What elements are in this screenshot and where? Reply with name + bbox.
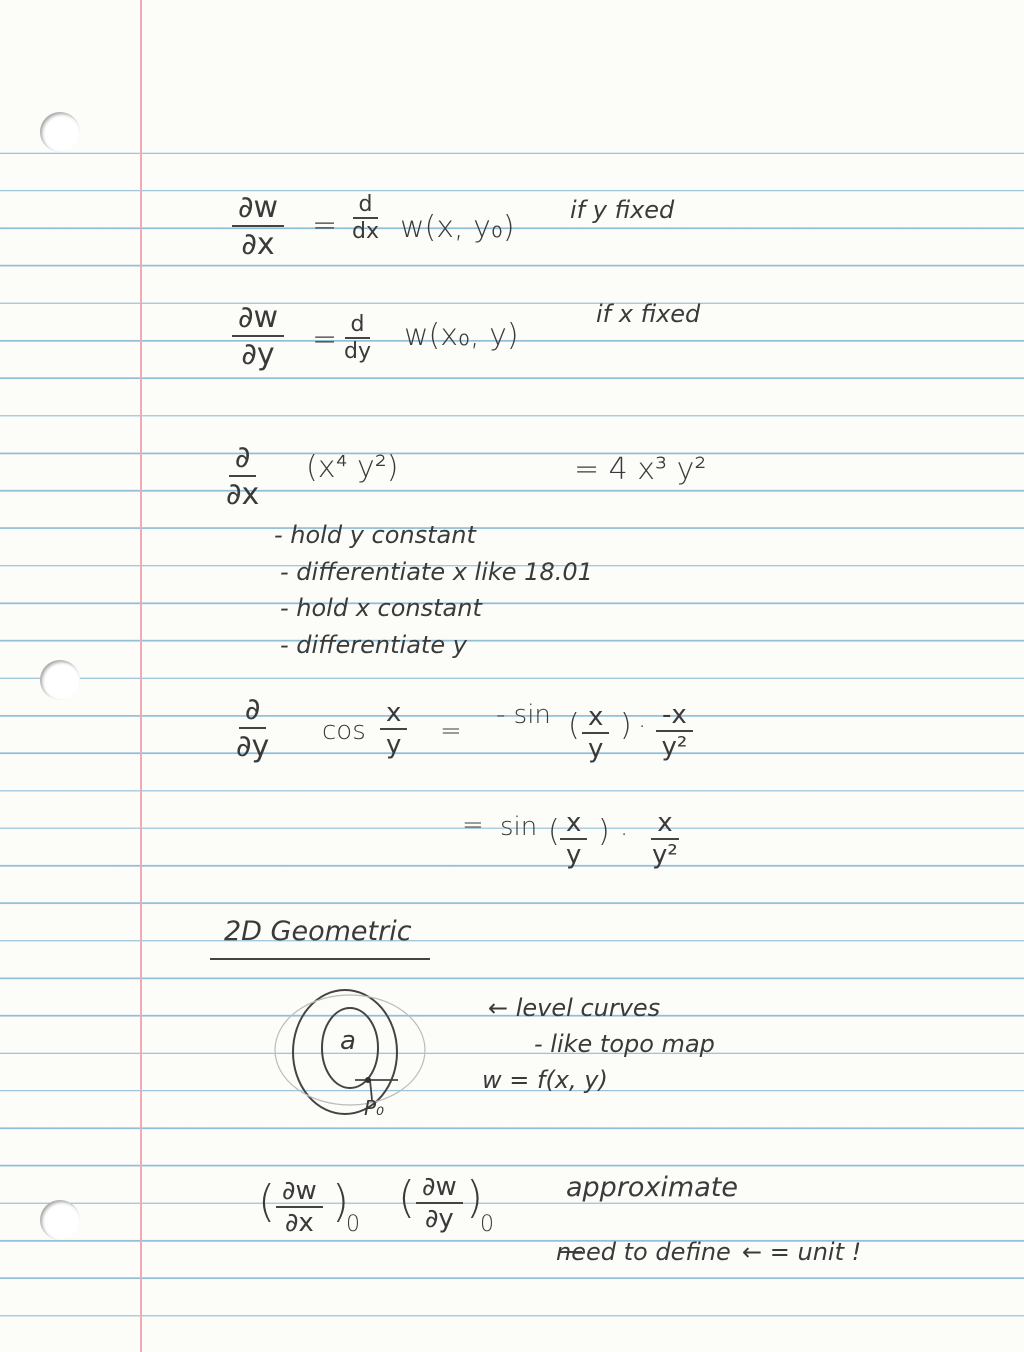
need-to-define-note: need to define xyxy=(556,1238,731,1266)
step-2: - differentiate x like 18.01 xyxy=(280,558,593,586)
partial-a-numerator: ∂w xyxy=(276,1176,323,1208)
level-curves-note: ← level curves xyxy=(488,994,661,1022)
eq3-op-numerator: ∂ xyxy=(229,440,257,477)
step-3: - hold x constant xyxy=(280,594,482,622)
eq1-function: w(x, y₀) xyxy=(400,210,515,245)
eq1-lhs-denominator: ∂x xyxy=(241,227,275,262)
section-heading: 2D Geometric xyxy=(224,916,412,947)
eq5-chain-denominator: y² xyxy=(652,840,678,870)
step-1: - hold y constant xyxy=(274,521,476,549)
eq4-paren-close: ) xyxy=(620,708,632,743)
eq5-dot: · xyxy=(620,820,629,850)
eq4-equals: = xyxy=(440,716,462,746)
eq4-cos: cos xyxy=(322,716,366,746)
partial-b-fraction xyxy=(416,1172,463,1234)
eq4-sin-denominator: y xyxy=(588,734,604,764)
eq4-op-denominator: ∂y xyxy=(236,729,270,764)
partial-b-subscript: 0 xyxy=(480,1212,494,1237)
eq1-d-denominator: dx xyxy=(352,219,379,244)
eq2-function: w(x₀, y) xyxy=(404,318,519,353)
eq4-chain-denominator: y² xyxy=(661,732,688,762)
step-4: - differentiate y xyxy=(280,631,467,659)
eq2-lhs-numerator: ∂w xyxy=(232,300,284,337)
eq3-expression: (x⁴ y²) xyxy=(306,450,399,485)
eq2-d-denominator: dy xyxy=(344,339,371,364)
eq4-arg-numerator: x xyxy=(380,698,407,730)
eq4-paren: ( xyxy=(568,708,580,743)
eq1-d-numerator: d xyxy=(353,192,379,219)
eq4-sin-numerator: x xyxy=(582,702,609,734)
eq5-sin: sin xyxy=(500,812,538,842)
eq2-d-numerator: d xyxy=(345,312,371,339)
partial-b-numerator: ∂w xyxy=(416,1172,463,1204)
partial-a-denominator: ∂x xyxy=(284,1208,314,1238)
approximate-note: approximate xyxy=(566,1172,738,1203)
partial-b-paren: ( xyxy=(398,1172,416,1223)
partial-a-paren: ( xyxy=(258,1176,276,1227)
eq2-equals: = xyxy=(312,322,338,357)
function-note: w = f(x, y) xyxy=(482,1066,608,1094)
eq5-paren: ( xyxy=(548,814,560,849)
eq5-paren-close: ) xyxy=(598,814,610,849)
eq4-chain-numerator: -x xyxy=(656,700,693,732)
partial-a-subscript: 0 xyxy=(346,1212,360,1237)
eq3-result: = 4 x³ y² xyxy=(574,452,707,487)
eq1-lhs-numerator: ∂w xyxy=(232,190,284,227)
eq4-arg-denominator: y xyxy=(386,730,402,760)
eq4-dot: · xyxy=(638,712,647,742)
topo-map-note: - like topo map xyxy=(534,1030,715,1058)
eq5-sin-denominator: y xyxy=(566,840,582,870)
eq5-chain-numerator: x xyxy=(651,808,678,840)
partial-b-paren-close: ) xyxy=(466,1172,484,1223)
partial-b-denominator: ∂y xyxy=(424,1204,454,1234)
partial-a-paren-close: ) xyxy=(332,1176,350,1227)
eq2-lhs-denominator: ∂y xyxy=(241,337,275,372)
eq1-equals: = xyxy=(312,208,338,243)
level-center-label: a xyxy=(340,1026,356,1056)
partial-a-fraction xyxy=(276,1176,323,1238)
eq4-neg-sin: - sin xyxy=(496,700,551,730)
eq2-condition: if x fixed xyxy=(596,300,701,328)
eq5-equals: = xyxy=(462,810,484,840)
point-p0-label: P₀ xyxy=(364,1096,385,1120)
eq1-condition: if y fixed xyxy=(570,196,675,224)
unit-note: ← = unit ! xyxy=(742,1238,862,1266)
eq4-op-numerator: ∂ xyxy=(239,692,267,729)
eq3-op-denominator: ∂x xyxy=(226,477,260,512)
eq5-sin-numerator: x xyxy=(560,808,587,840)
